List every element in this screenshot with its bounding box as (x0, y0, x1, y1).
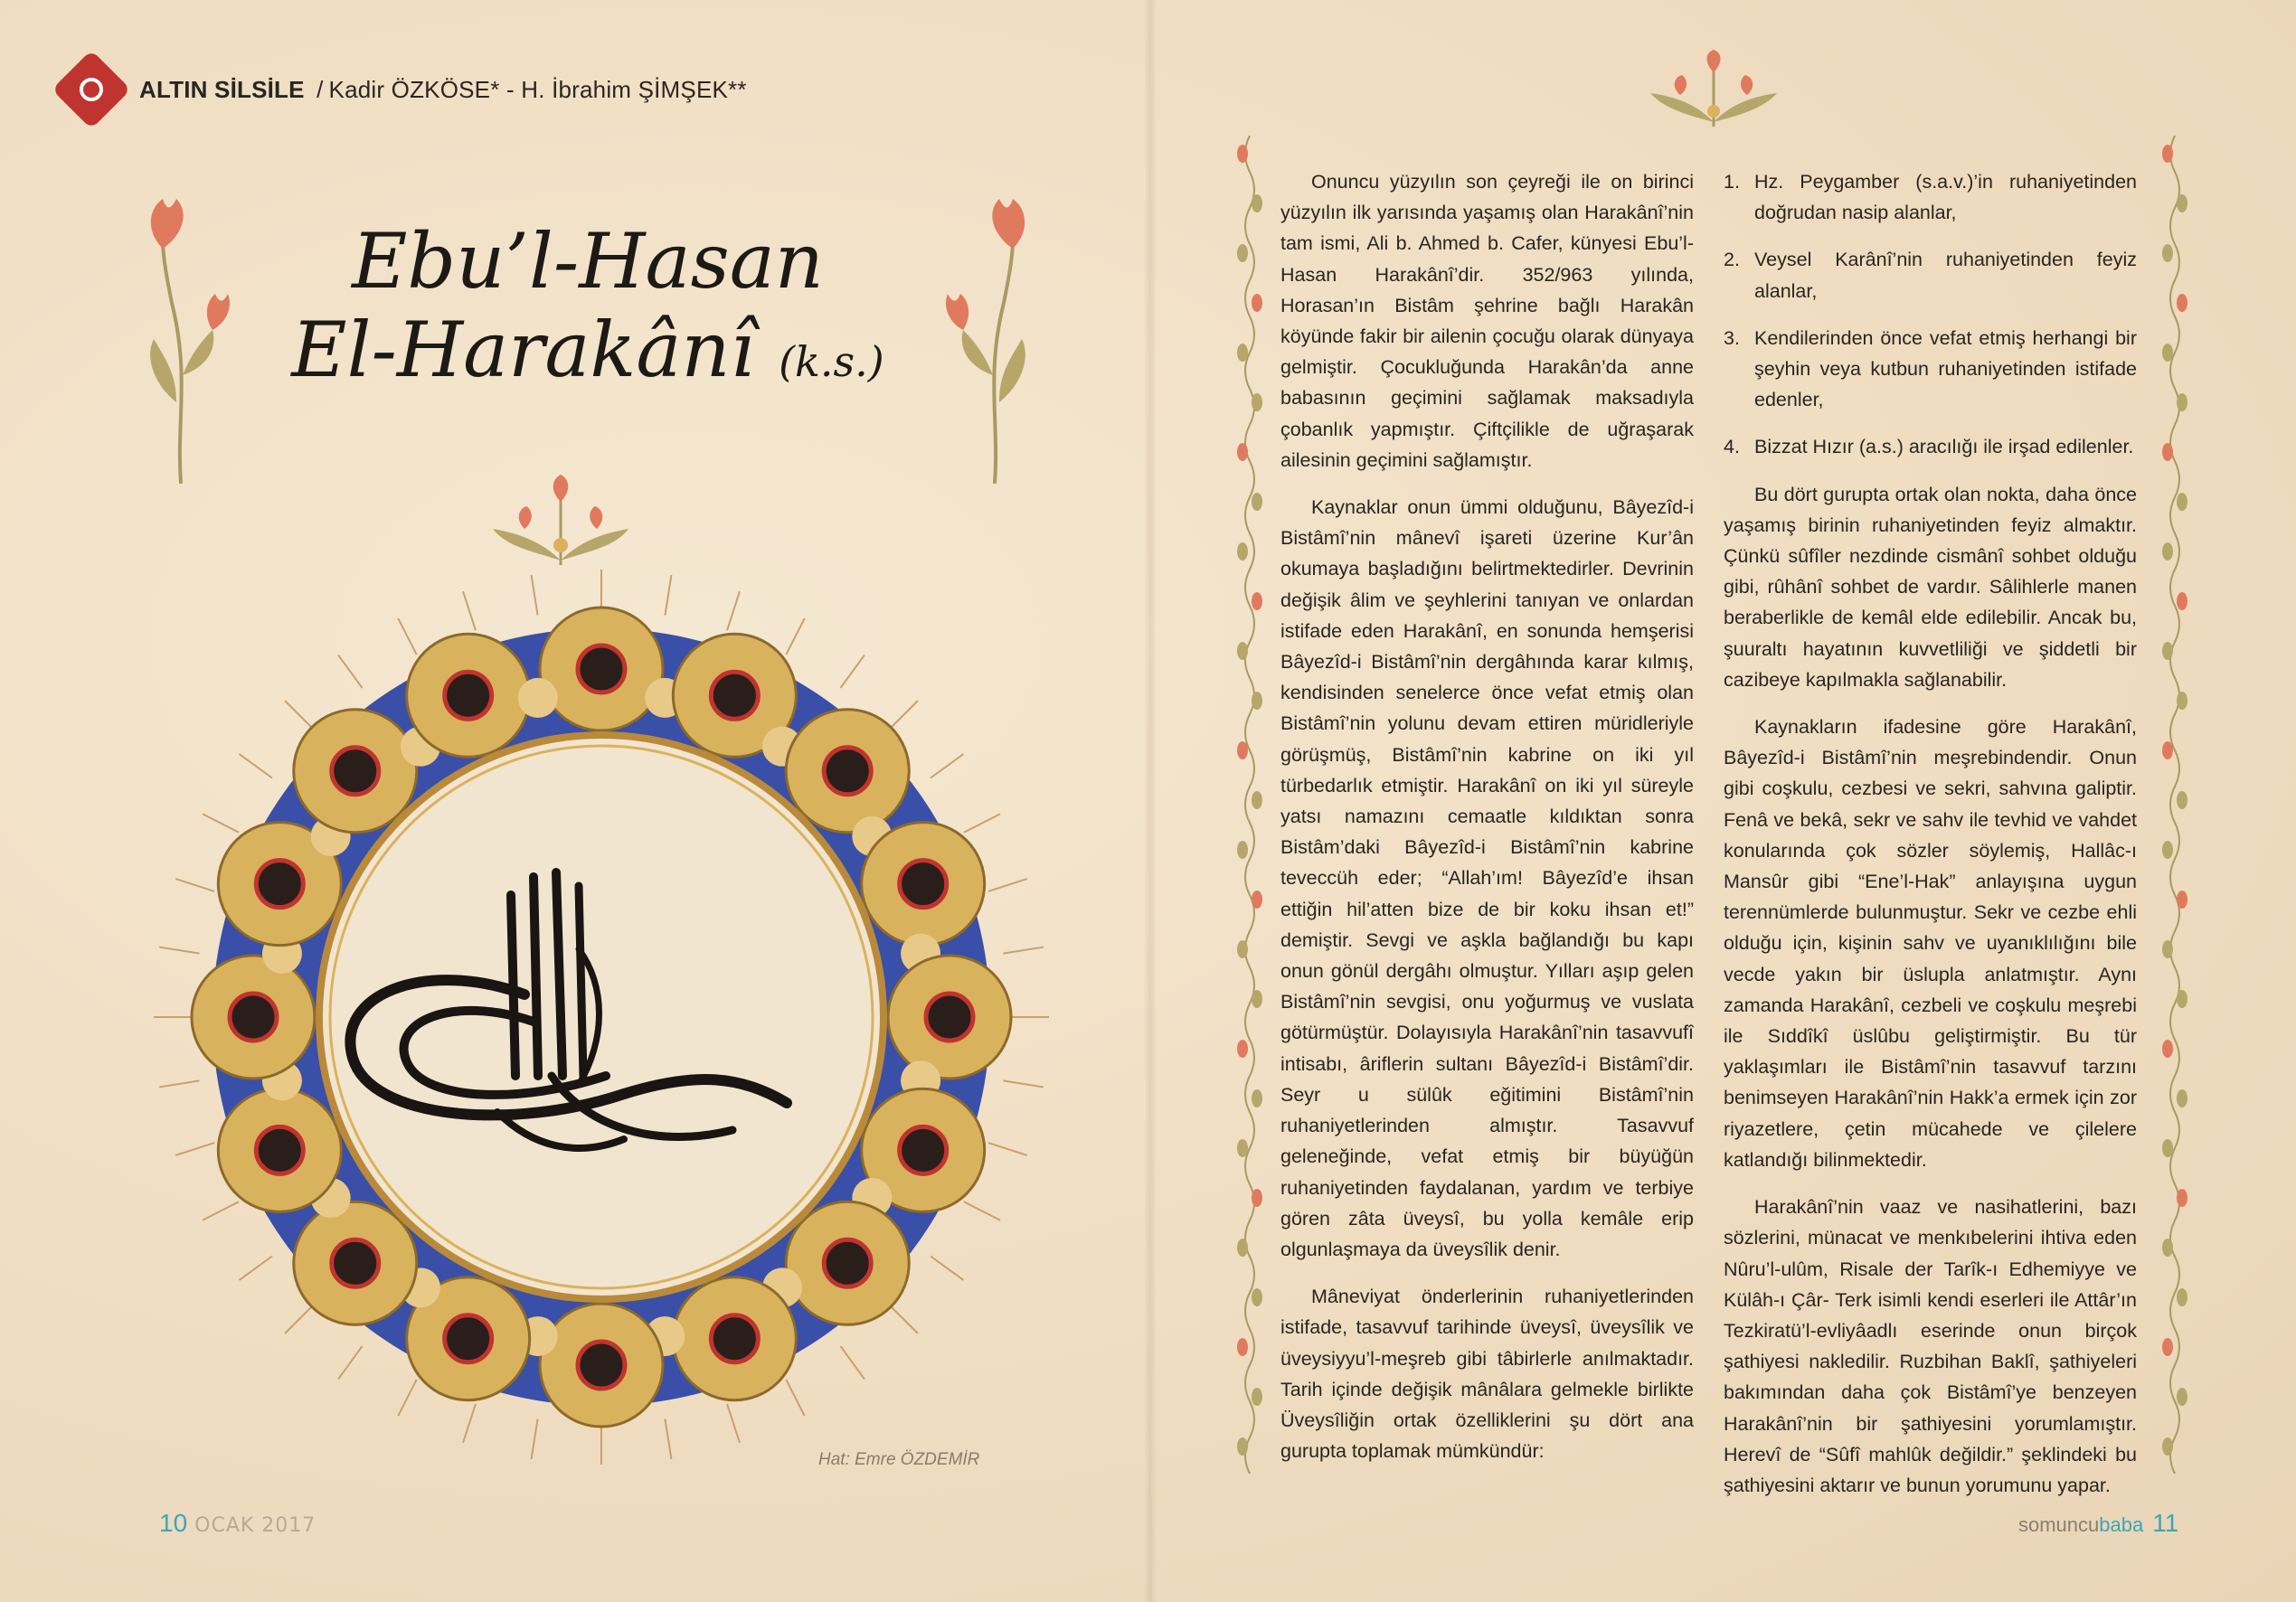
vine-flower (1252, 990, 1262, 1008)
vine-flower (2162, 1040, 2173, 1058)
medallion-petal-center (926, 994, 973, 1041)
vine-flower (1252, 493, 1262, 511)
vine-flower (2177, 393, 2187, 411)
vine-flower (1237, 344, 1248, 362)
medallion-small-flower (518, 678, 558, 718)
medallion-petal-center (578, 1342, 625, 1389)
medallion-ray (240, 754, 272, 777)
vine-flower (1252, 692, 1262, 710)
vine-flower (1252, 592, 1262, 610)
vine-flower (1237, 1338, 1248, 1356)
paragraph: Mâneviyat önderlerinin ruhaniyetlerinden istifade, tasavvuf tarihinde üveysî, üveysîlik ve üveysiyyu’l-meşreb gibi tâbirlerle anılmaktadır. Tarih içinde değişik mânâlara gelmekle birlikte Üveysîliğin ortak özelliklerini şu dört ana gurupta toplamak mümkündür: (1280, 1286, 1694, 1463)
medallion-ray (727, 591, 740, 630)
tughra-medallion (154, 570, 1049, 1465)
vine-flower (1237, 1040, 1248, 1058)
authors: Kadir ÖZKÖSE* - H. İbrahim ŞİMŞEK** (328, 75, 747, 103)
medallion-petal-center (445, 672, 492, 719)
title-name: El-Harakânî (291, 306, 755, 394)
magazine-name (2018, 1513, 2143, 1536)
vine-flower (1252, 1189, 1262, 1207)
vine-flower (2162, 741, 2173, 759)
title-line-1: Ebu’l-Hasan (352, 217, 824, 306)
list-item (1724, 431, 2137, 462)
medallion-petal-center (256, 861, 303, 908)
medallion-ray (889, 1305, 918, 1333)
medallion-ray (532, 1418, 538, 1458)
medallion-ray (532, 575, 538, 615)
medallion-petal-center (900, 1126, 947, 1173)
list-text: Bizzat Hızır (a.s.) aracılığı ile irşad edilenler. (1754, 436, 2134, 458)
medallion-ray (988, 879, 1027, 891)
list-number: 3. (1724, 326, 1740, 349)
title-suffix: (k.s.) (779, 337, 884, 386)
vine-flower (2162, 841, 2173, 859)
vine-flower (2162, 940, 2173, 958)
medallion-petal-center (230, 994, 277, 1041)
medallion-ray (964, 1202, 1000, 1220)
page-number: 11 (2152, 1509, 2179, 1537)
vine-flower (1252, 791, 1262, 809)
vine-flower (1237, 1239, 1248, 1257)
magazine-name-b: baba (2099, 1513, 2144, 1536)
paragraph: Harakânî’nin vaaz ve nasihatlerini, bazı sözlerini, münacat ve menkıbelerini ihtiva eden Nûru’l-ulûm, Risale der Tarîk-ı Edhemiyye ve Külâh-ı Çâr- Terk isimli kendi eserleri ile Attâr’ın Tezkiratü’l-evliyâadlı eserinde onun birçok şathiyesi nakledilir. Ruzbihan Baklî, şathiyeleri bakımından daha çok Bistâmî’ye benzeyen Harakânî’nin bir şathiyesini yorumlamıştır. Herevî de “Sûfî mahlûk değildir.” şeklindeki bu şathiyesini aktarır ve bunun yorumunu yapar. (1724, 1196, 2137, 1496)
medallion-petal-center (824, 1239, 871, 1286)
page-number: 10 (159, 1509, 188, 1537)
vine-flower (2162, 542, 2173, 561)
paragraph: Onuncu yüzyılın son çeyreği ile on birinci yüzyılın ilk yarısında yaşamış olan Harakânî’nin tam ismi, Ali b. Ahmed b. Cafer, künyesi Ebu’l-Hasan Harakânî’dir. 352/963 yılında, Horasan’ın Bistâm şehrine bağlı Harakân köyünde fakir bir ailenin çocuğu olarak dünyaya gelmiştir. Çocukluğunda Harakân’da anne babasının geçimini sağlamak maksadıyla çobanlık yapmıştır. Çiftçilikle de uğraşarak ailesinin geçimini sağlamıştır. (1280, 171, 1694, 471)
medallion-ray (159, 1080, 199, 1087)
vine-flower (2177, 194, 2187, 212)
list-text: Veysel Karânî’nin ruhaniyetinden feyiz alanlar, (1754, 249, 2137, 302)
medallion-petal-center (824, 748, 871, 795)
vine-flower (1237, 244, 1248, 262)
medallion-ray (203, 1202, 239, 1220)
medallion-ray (463, 1404, 476, 1443)
medallion-ray (727, 1404, 740, 1443)
text-column-2 (1724, 166, 2137, 1517)
medallion-ray (786, 1380, 804, 1416)
medallion-ray (964, 814, 1000, 832)
list-number: 1. (1724, 171, 1740, 193)
vine-flower (2177, 692, 2187, 710)
vine-flower (1252, 393, 1262, 411)
medallion-ray (841, 1346, 865, 1379)
paragraph: Kaynaklar onun ümmi olduğunu, Bâyezîd-i Bistâmî’nin mânevî işareti üzerine Kur’ân okumaya başladığını belirtmektedirler. Devrinin değişik âlim ve şeyhlerini tanıyan ve onlardan istifade eden Harakânî, en sonunda hemşerisi Bâyezîd-i Bistâmî’nin dergâhında karar kılmış, kendisinden senelerce önce vefat etmiş olan Bistâmî’nin yolunu devam ettiren müridleriyle görüşmüş, Bistâmî’nin kabrine on iki yıl türbedarlık etmiştir. Harakânî on iki yıl süreyle yatsı namazını cemaatle kıldıktan sonra Bistâm’daki Bâyezîd-i Bistâmî’nin kabrine teveccüh eder; “Allah’ım! Bâyezîd’e ihsan ettiğin hil’atten bize de bir koku ihsan et!” demiştir. Sevgi ve aşkla bağlandığı bu kapı onun gönül dergâhı olmuştur. Yılları aşıp gelen Bistâmî’nin sevgisi, onu yoğurmuş ve vuslata götürmüştür. Dolayısıyla Harakânî’nin tasavvufî intisabı, âriflerin sultanı Bâyezîd-i Bistâmî’dir. Seyr u sülûk eğitimini Bistâmî’nin ruhaniyetlerinden almıştır. Tasavvuf geleneğinde, vefat etmiş bir büyüğün ruhaniyetinden faydalanan, yardım ve terbiye gören zâta üveysî, bu yolla kemâle erip olgunlaşmaya da üveysîlik denir. (1280, 496, 1694, 1260)
medallion-ray (841, 655, 865, 688)
list-text: Kendilerinden önce vefat etmiş herhangi bir şeyhin veya kutbun ruhaniyetinden istifade edenler, (1754, 326, 2137, 411)
vine-flower (2177, 990, 2187, 1008)
list-item (1724, 244, 2137, 306)
list-item (1724, 323, 2137, 416)
vine-flower (2162, 1239, 2173, 1257)
medallion-ray (175, 879, 214, 891)
vine-flower (1237, 642, 1248, 660)
medallion-ray (338, 655, 362, 688)
list-number: 4. (1724, 436, 1740, 458)
medallion-ray (665, 575, 671, 615)
vine-flower (2162, 1437, 2173, 1456)
vine-flower (2177, 1288, 2187, 1306)
medallion-ray (338, 1346, 362, 1379)
vine-flower (1252, 1089, 1262, 1107)
medallion-ray (463, 591, 476, 630)
medallion-petal-center (900, 861, 947, 908)
vine-flower (2177, 1189, 2187, 1207)
vine-flower (2177, 592, 2187, 610)
medallion-ray (398, 618, 416, 655)
magazine-name-a: somuncu (2018, 1513, 2100, 1536)
vine-flower (2162, 443, 2173, 461)
issue-date: OCAK 2017 (194, 1514, 317, 1537)
numbered-list (1724, 166, 2137, 463)
vine-flower (1252, 1288, 1262, 1306)
vine-flower (1252, 891, 1262, 909)
floral-ornament-icon (1646, 50, 1781, 131)
vine-flower (2177, 294, 2187, 312)
vine-flower (1237, 1437, 1248, 1456)
vine-flower (2177, 493, 2187, 511)
vine-flower (2162, 1338, 2173, 1356)
medallion-petal-center (256, 1126, 303, 1173)
page-header (63, 58, 747, 121)
medallion-ray (988, 1143, 1027, 1155)
vine-flower (2162, 344, 2173, 362)
section-name: ALTIN SİLSİLE (139, 75, 305, 103)
vine-flower (1237, 940, 1248, 958)
vine-flower (1252, 1388, 1262, 1406)
medallion-ray (931, 1257, 963, 1280)
vine-flower (1237, 1139, 1248, 1157)
vine-flower (1237, 145, 1248, 163)
vine-flower (1252, 194, 1262, 212)
vine-flower (1237, 443, 1248, 461)
medallion-ray (159, 947, 199, 954)
vine-flower (2162, 1139, 2173, 1157)
medallion-ray (931, 754, 963, 777)
medallion-petal-center (711, 672, 758, 719)
list-number: 2. (1724, 249, 1740, 271)
floral-vine-border (1232, 136, 1268, 1474)
medallion-ray (240, 1257, 272, 1280)
floral-vine-border (2157, 136, 2193, 1474)
medallion-petal-center (711, 1315, 758, 1362)
vine-flower (2162, 642, 2173, 660)
text-column-1 (1280, 166, 1694, 1483)
header-separator: / (317, 75, 324, 103)
page-gutter (1144, 0, 1157, 1602)
medallion-ray (203, 814, 239, 832)
medallion-ray (1003, 1080, 1043, 1087)
paragraph: Kaynakların ifadesine göre Harakânî, Bâyezîd-i Bistâmî’nin meşrebindendir. Onun gibi coşkulu, cezbesi ve sekri, sahvına galiptir. Fenâ ve bekâ, sekr ve sahv ile tevhid ve vahdet konularında çok sözler söylemiş, Hallâc-ı Mansûr gibi “Ene’l-Hak” anlayışına uygun terennümlerde bulunmuştur. Sekr ve cezbe ehli olduğu için, kişinin sahv ve uyanıklılığını bile vecde yakın bir üslupla anlatmıştır. Aynı zamanda Harakânî, cezbeli ve coşkulu meşrebi ile Sıddîkî üslûbu geliştirmiştir. Bu tür yaklaşımları ile Bistâmî’nin tasavvuf tarzını benimseyen Harakânî’nin Hakk’a ermek için zor riyazetlere, çetin mücahede ve çilelere katlandığı bilinmektedir. (1724, 716, 2137, 1171)
vine-flower (1237, 542, 1248, 561)
vine-flower (2162, 145, 2173, 163)
article-title (244, 217, 931, 406)
paragraph: Bu dört gurupta ortak olan nokta, daha önce yaşamış birinin ruhaniyetinden feyiz almaktır. Çünkü sûfîler nezdinde cismânî sohbet olduğu gibi, rûhânî sohbet de vardır. Sâlihlerle manen beraberlikle de kemâl elde edilebilir. Ancak bu, şuuraltı hayatının kuvvetliliği ve şiddetli bir cazibeye kapılmakla sağlanabilir. (1724, 483, 2137, 691)
medallion-ray (1003, 947, 1043, 954)
vine-flower (1252, 294, 1262, 312)
medallion-ray (665, 1418, 671, 1458)
tulip-ornament-icon (940, 194, 1049, 493)
footer-right (2018, 1509, 2178, 1538)
medallion-ray (285, 1305, 314, 1333)
vine-flower (2177, 891, 2187, 909)
vine-flower (2177, 1388, 2187, 1406)
floral-ornament-icon (488, 475, 633, 574)
medallion-ray (786, 618, 804, 655)
vine-flower (1237, 741, 1248, 759)
tulip-ornament-icon (127, 194, 235, 493)
list-text: Hz. Peygamber (s.a.v.)’in ruhaniyetinden doğrudan nasip alanlar, (1754, 171, 2137, 224)
footer-left (159, 1509, 316, 1538)
medallion-ray (398, 1380, 416, 1416)
image-credit: Hat: Emre ÖZDEMİR (818, 1450, 980, 1469)
medallion-petal-center (332, 748, 379, 795)
medallion-petal-center (578, 646, 625, 693)
medallion-ray (175, 1143, 214, 1155)
logo-diamond-icon (52, 50, 131, 129)
medallion-ray (889, 701, 918, 730)
medallion-petal-center (332, 1239, 379, 1286)
header-text (139, 76, 747, 104)
medallion-ray (285, 701, 314, 730)
title-line-2 (244, 306, 931, 406)
vine-flower (2162, 244, 2173, 262)
vine-flower (1237, 841, 1248, 859)
medallion-petal-center (445, 1315, 492, 1362)
list-item (1724, 166, 2137, 228)
vine-flower (2177, 1089, 2187, 1107)
vine-flower (2177, 791, 2187, 809)
